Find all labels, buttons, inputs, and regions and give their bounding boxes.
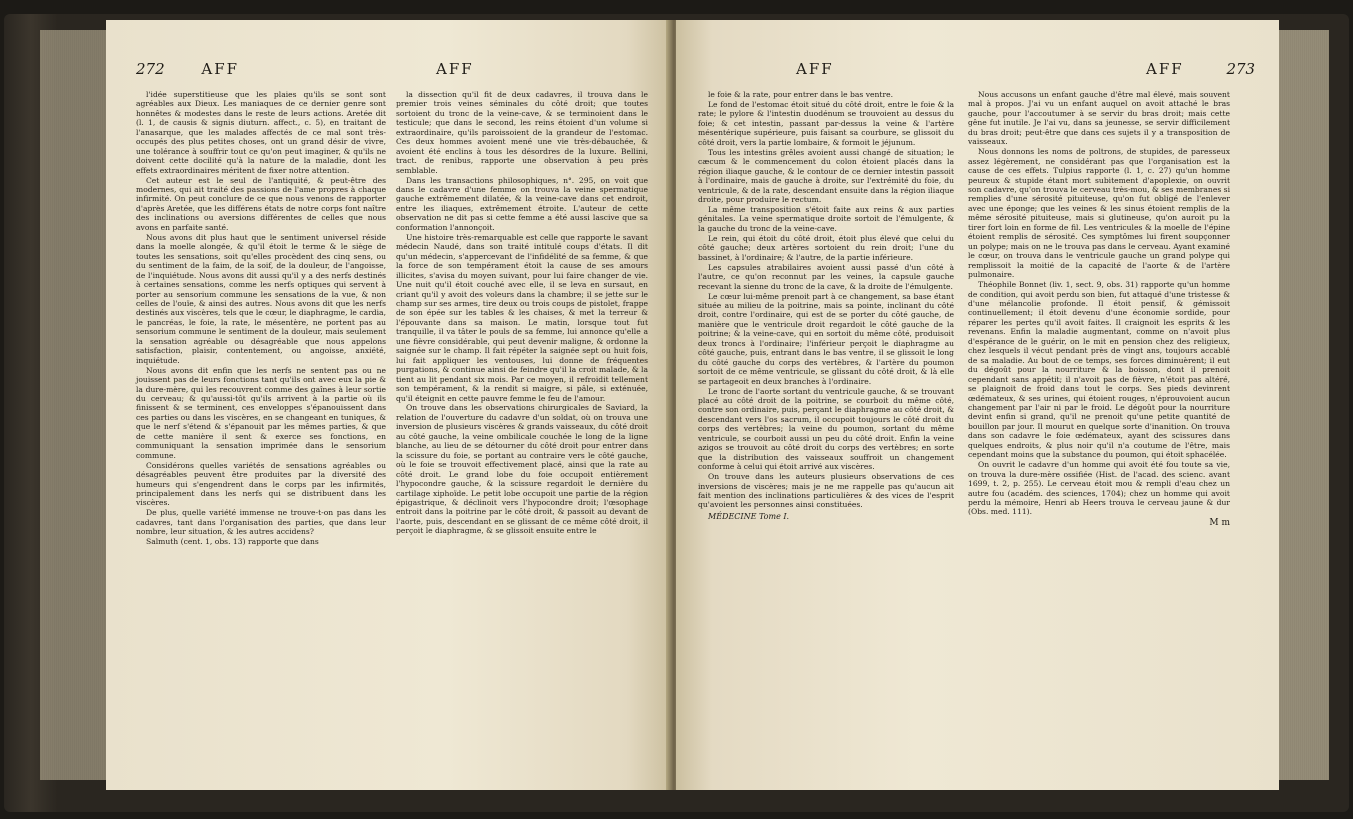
signature-mark: M m <box>1209 517 1230 528</box>
paragraph: On trouve dans les auteurs plusieurs observations de ces inversions de viscères; mais je ne me rappelle pas qu'aucun ait fait mention des inclinations particulières & des vices de l'esprit qu'avoient les personnes ainsi constituées. <box>698 472 954 510</box>
left-column-2 <box>396 90 648 536</box>
paragraph: Les capsules atrabilaires avoient aussi passé d'un côté à l'autre, ce qu'on reconnut par les veines, la capsule gauche recevant la sienne du tronc de la cave, & la droite de l'émulgente. <box>698 262 954 291</box>
paragraph: Une histoire très-remarquable est celle que rapporte le savant médecin Naudé, dans son traité intitulé coups d'états. Il dit qu'un médecin, s'appercevant de l'infidélité de sa femme, & que la force de son tempérament étoit la cause de ses amours illicites, s'avisa du moyen suivant, pour lui faire changer de vie. Une nuit qu'il étoit couché avec elle, il se leva en sursaut, en criant qu'il y avoit des voleurs dans la chambre; il se jette sur le champ sur ses armes, tire deux ou trois coups de pistolet, frappe de son épée sur les tables & les chaises, & met la terreur & l'épouvante dans sa maison. Le matin, lorsque tout fut tranquille, il va tâter le pouls de sa femme, lui annonce qu'elle a une fièvre considérable, qui peut devenir maligne, & ordonne la saignée sur le champ. Il fait répéter la saignée sept ou huit fois, lui fait appliquer les ventouses, lui donne de fréquentes purgations, & continue ainsi de feindre qu'il la croit malade, & la tient au lit pendant six mois. Par ce moyen, il refroidit tellement son tempérament, & la rendit si maigre, si pâle, si exténuée, qu'il éteignit en cette pauvre femme le feu de l'amour. <box>396 232 648 403</box>
paragraph: l'idée superstitieuse que les plaies qu'ils se sont sont agréables aux Dieux. Les maniaques de ce dernier genre sont honnêtes & modestes dans le reste de leurs actions. Aretée dit (l. 1, de causis & signis diuturn. affect., c. 5), en traitant de l'anasarque, que les malades affectés de ce mal sont très-occupés des plus petites choses, ont un grand désir de vivre, une tolérance à souffrir tout ce qu'on peut imaginer, & qu'ils ne doivent cette docilité qu'à la nature de la maladie, dont les effets extraordinaires méritent de fixer notre attention. <box>136 90 386 175</box>
paragraph: Salmuth (cent. 1, obs. 13) rapporte que dans <box>146 537 319 547</box>
paragraph: Nous donnons les noms de poltrons, de stupides, de paresseux assez légèrement, ne considérant pas que l'organisation est la cause de ces effets. Tulpius rapporte (l. 1, c. 27) qu'un homme peureux & stupide étant mort subitement d'apoplexie, on ouvrit son cadavre, qu'on trouva le cerveau très-mou, & ses membranes si remplies d'une sérosité pituiteuse, qu'on fut obligé de l'enlever avec une éponge; que les veines & les sinus étoient remplis de la même sérosité pituiteuse, mais si glutineuse, qu'on auroit pu la tirer fort loin en forme de fil. Les ventricules & la moelle de l'épine étoient remplis de sérosité. Ces symptômes lui firent soupçonner un polype; mais on ne le trouva pas dans le cerveau. Ayant examiné le cœur, on trouva dans le ventricule gauche un grand polype qui remplissoit la moitié de la capacité de l'aorte & de l'artère pulmonaire. <box>968 147 1230 280</box>
paragraph: De plus, quelle variété immense ne trouve-t-on pas dans les cadavres, tant dans l'organisation des parties, que dans leur nombre, leur situation, & les autres accidens? <box>136 508 386 537</box>
paragraph: Considérons quelles variétés de sensations agréables ou désagréables peuvent être produites par la diversité des humeurs qui s'engendrent dans le corps par les infirmités, principalement dans les nerfs qui se distribuent dans les viscères. <box>136 460 386 508</box>
page-footer: MÉDECINE Tome I. <box>708 511 790 521</box>
left-page <box>106 20 672 790</box>
paragraph: Le fond de l'estomac étoit situé du côté droit, entre le foie & la rate; le pylore & l'intestin duodénum se trouvoient au dessus du foie; & cet intestin, passant par-dessus la veine & l'artère mésentérique supérieure, puis faisant sa courbure, se glissoit du côté droit, vers la partie lombaire, & formoit le jéjunum. <box>698 99 954 147</box>
paragraph: On ouvrit le cadavre d'un homme qui avoit été fou toute sa vie, on trouva la dure-mère ossifiée (Hist. de l'acad. des scienc. avant 1699, t. 2, p. 255). Le cerveau étoit mou & rempli d'eau chez un autre fou (académ. des sciences, 1704); chez un homme qui avoit perdu la mémoire, Henri ab Heers trouva le cerveau jaune & dur (Obs. med. 111). <box>968 460 1230 517</box>
paragraph: On trouve dans les observations chirurgicales de Saviard, la relation de l'ouverture du cadavre d'un soldat, où on trouva une inversion de plusieurs viscères & grands vaisseaux, du côté droit au côté gauche, la veine ombilicale couchée le long de la ligne blanche, au lieu de se détourner du côté droit pour entrer dans la scissure du foie, se portant au contraire vers le côté gauche, où le foie se trouvoit effectivement placé, ainsi que la rate au côté droit. Le grand lobe du foie occupoit entièrement l'hypocondre gauche, & la scissure regardoit le dernière du cartilage xiphoïde. Le petit lobe occupoit une partie de la région épigastrique, & déclinoit vers l'hypocondre droit; l'œsophage entroit dans la poitrine par le côté droit, & passoit au devant de l'aorte, puis, descendant en se glissant de ce même côté droit, il perçoit le diaphragme, & se glissoit ensuite entre le <box>396 403 648 536</box>
left-page-edges <box>40 30 106 780</box>
page-number: 273 <box>1226 60 1256 78</box>
right-column-1 <box>698 90 954 521</box>
running-head-col1: AFF <box>796 60 834 78</box>
running-head-col2: AFF <box>436 60 474 78</box>
paragraph: Nous avons dit plus haut que le sentiment universel réside dans la moelle alongée, & qu'il étoit le terme & le siège de toutes les sensations, soit qu'elles procèdent des cinq sens, ou du sentiment de la faim, de la soif, de la douleur, de l'angoisse, de l'inquiétude. Nous avons dit aussi qu'il y a des nerfs destinés à certaines sensations, comme les nerfs optiques qui servent à porter au sensorium commune les sensations de la vue, & non celles de l'ouïe, & ainsi des autres. Nous avons dit que les nerfs destinés aux viscères, tels que le cœur, le diaphragme, le cardia, le pancréas, le foie, la rate, le mésentère, ne portent pas au sensorium commune le sentiment de la douleur, mais seulement la sensation agréable ou désagréable que nous appelons satisfaction, plaisir, contentement, ou angoisse, anxiété, inquiétude. <box>136 232 386 365</box>
paragraph: le foie & la rate, pour entrer dans le bas ventre. <box>708 90 893 99</box>
paragraph: la dissection qu'il fit de deux cadavres, il trouva dans le premier trois veines séminales du côté droit; que toutes sortoient du tronc de la veine-cave, & se terminoient dans le testicule; que dans le second, les reins étoient d'un volume si extraordinaire, qu'ils paroissoient de la grandeur de l'estomac. Ces deux hommes avoient mené une vie très-débauchée, & avoient été enclins à tous les désordres de la luxure. Bellini, tract. de renibus, rapporte une observation à peu près semblable. <box>396 90 648 175</box>
right-column-2 <box>968 90 1230 528</box>
paragraph: La même transposition s'étoit faite aux reins & aux parties génitales. La veine spermatique droite sortoit de l'émulgente, & la gauche du tronc de la veine-cave. <box>698 204 954 233</box>
right-page-edges <box>1279 30 1329 780</box>
paragraph: Le rein, qui étoit du côté droit, étoit plus élevé que celui du côté gauche; deux artères sortoient du rein droit; l'une du bassinet, à l'ordinaire; & l'autre, de la partie inférieure. <box>698 233 954 262</box>
paragraph: Théophile Bonnet (liv. 1, sect. 9, obs. 31) rapporte qu'un homme de condition, qui avoit perdu son bien, fut attaqué d'une tristesse & d'une mélancolie profonde. Il étoit pensif, & gémissoit continuellement; il étoit devenu d'une économie sordide, pour réparer les pertes qu'il avoit faites. Il craignoit les esprits & les revenans. Enfin la maladie augmentant, comme on n'avoit plus d'espérance de le guérir, on le mit en pension chez des religieux, chez lesquels il vécut pendant près de vingt ans, toujours accablé de sa maladie. Au bout de ce temps, ses forces diminuèrent; il eut du dégoût pour la nourriture & la boisson, dont il prenoit cependant sans appétit; il n'avoit pas de fièvre, n'étoit pas altéré, se plaignoit de froid dans tout le corps. Ses pieds devinrent œdémateux, & ses urines, qui étoient rouges, n'éprouvoient aucun changement par l'air ni par le froid. Le dégoût pour la nourriture devint enfin si grand, qu'il ne prenoit qu'une petite quantité de bouillon par jour. Il mourut en quelque sorte d'inanition. On trouva dans son cadavre le foie œdémateux, ayant des scissures dans quelques endroits, & plus noir qu'il n'a coutume de l'être, mais cependant moins que la substance du poumon, qui étoit sphacélée. <box>968 280 1230 460</box>
left-column-1 <box>136 90 386 547</box>
paragraph: Nous accusons un enfant gauche d'être mal élevé, mais souvent mal à propos. J'ai vu un enfant auquel on avoit attaché le bras gauche, pour l'accoutumer à se servir du bras droit; mais cette gêne fut inutile. Je l'ai vu, dans sa jeunesse, se servir difficilement du bras droit; peut-être que dans ces sujets il y a transposition de vaisseaux. <box>968 90 1230 147</box>
right-page-header <box>1146 60 1255 78</box>
paragraph: Cet auteur est le seul de l'antiquité, & peut-être des modernes, qui ait traité des passions de l'ame propres à chaque infirmité. On peut conclure de ce que nous venons de rapporter d'après Aretée, que les différens états de notre corps font naître des inclinations ou aversions différentes de celles que nous avons en parfaite santé. <box>136 175 386 232</box>
paragraph: Le cœur lui-même prenoit part à ce changement, sa base étant située au milieu de la poitrine, mais sa pointe, inclinant du côté droit, contre l'ordinaire, qui est de se porter du côté gauche, de manière que le ventricule droit regardoit le côté gauche de la poitrine; & la veine-cave, qui en sortoit du même côté, produisoit deux troncs à l'ordinaire; l'inférieur perçoit le diaphragme au côté gauche, puis, entrant dans le bas ventre, il se glissoit le long du côté gauche du corps des vertèbres, & l'artère du poumon sortoit de ce même ventricule, se glissant du côté droit, & là elle se partageoit en deux branches à l'ordinaire. <box>698 291 954 386</box>
running-head: AFF <box>201 60 240 78</box>
running-head: AFF <box>1146 60 1184 78</box>
paragraph: Dans les transactions philosophiques, n°. 295, on voit que dans le cadavre d'une femme on trouva la veine spermatique gauche extrêmement dilatée, & la veine-cave dans cet endroit, entre les iliaques, extrêmement étroite. L'auteur de cette observation ne dit pas si cette femme a été aussi lascive que sa conformation l'annonçoit. <box>396 175 648 232</box>
paragraph: Nous avons dit enfin que les nerfs ne sentent pas ou ne jouissent pas de leurs fonctions tant qu'ils ont avec eux la pie & la dure-mère, qui les recouvrent comme des gaînes à leur sortie du cerveau; & qu'aussi-tôt qu'ils arrivent à la partie où ils finissent & se terminent, ces enveloppes s'épanouissent dans ces parties ou dans les viscères, en se changeant en tuniques, & que le nerf s'étend & s'épanouit par les mêmes parties, & que de cette manière il sent & exerce ses fonctions, en communiquant la sensation imprimée dans le sensorium commune. <box>136 365 386 460</box>
page-number: 272 <box>136 60 165 78</box>
paragraph: Le tronc de l'aorte sortant du ventricule gauche, & se trouvant placé au côté droit de la poitrine, se courboit du même côté, contre son ordinaire, puis, perçant le diaphragme au côté droit, & descendant vers l'os sacrum, il occupoit toujours le côté droit du corps des vertèbres; la veine du poumon, sortant du même ventricule, se courboit aussi un peu du côté droit. Enfin la veine azigos se trouvoit au côté droit du corps des vertèbres; en sorte que la distribution des vaisseaux souffroit un changement conforme à celui qui étoit arrivé aux viscères. <box>698 386 954 472</box>
right-page <box>676 20 1279 790</box>
left-page-header <box>136 60 239 78</box>
paragraph: Tous les intestins grêles avoient aussi changé de situation; le cæcum & le commencement du colon étoient placés dans la région iliaque gauche, & le contour de ce dernier intestin passoit à l'ordinaire, mais de gauche à droite, sur l'extrémité du foie, du ventricule, & de la rate, descendant ensuite dans la région iliaque droite, pour produire le rectum. <box>698 147 954 204</box>
